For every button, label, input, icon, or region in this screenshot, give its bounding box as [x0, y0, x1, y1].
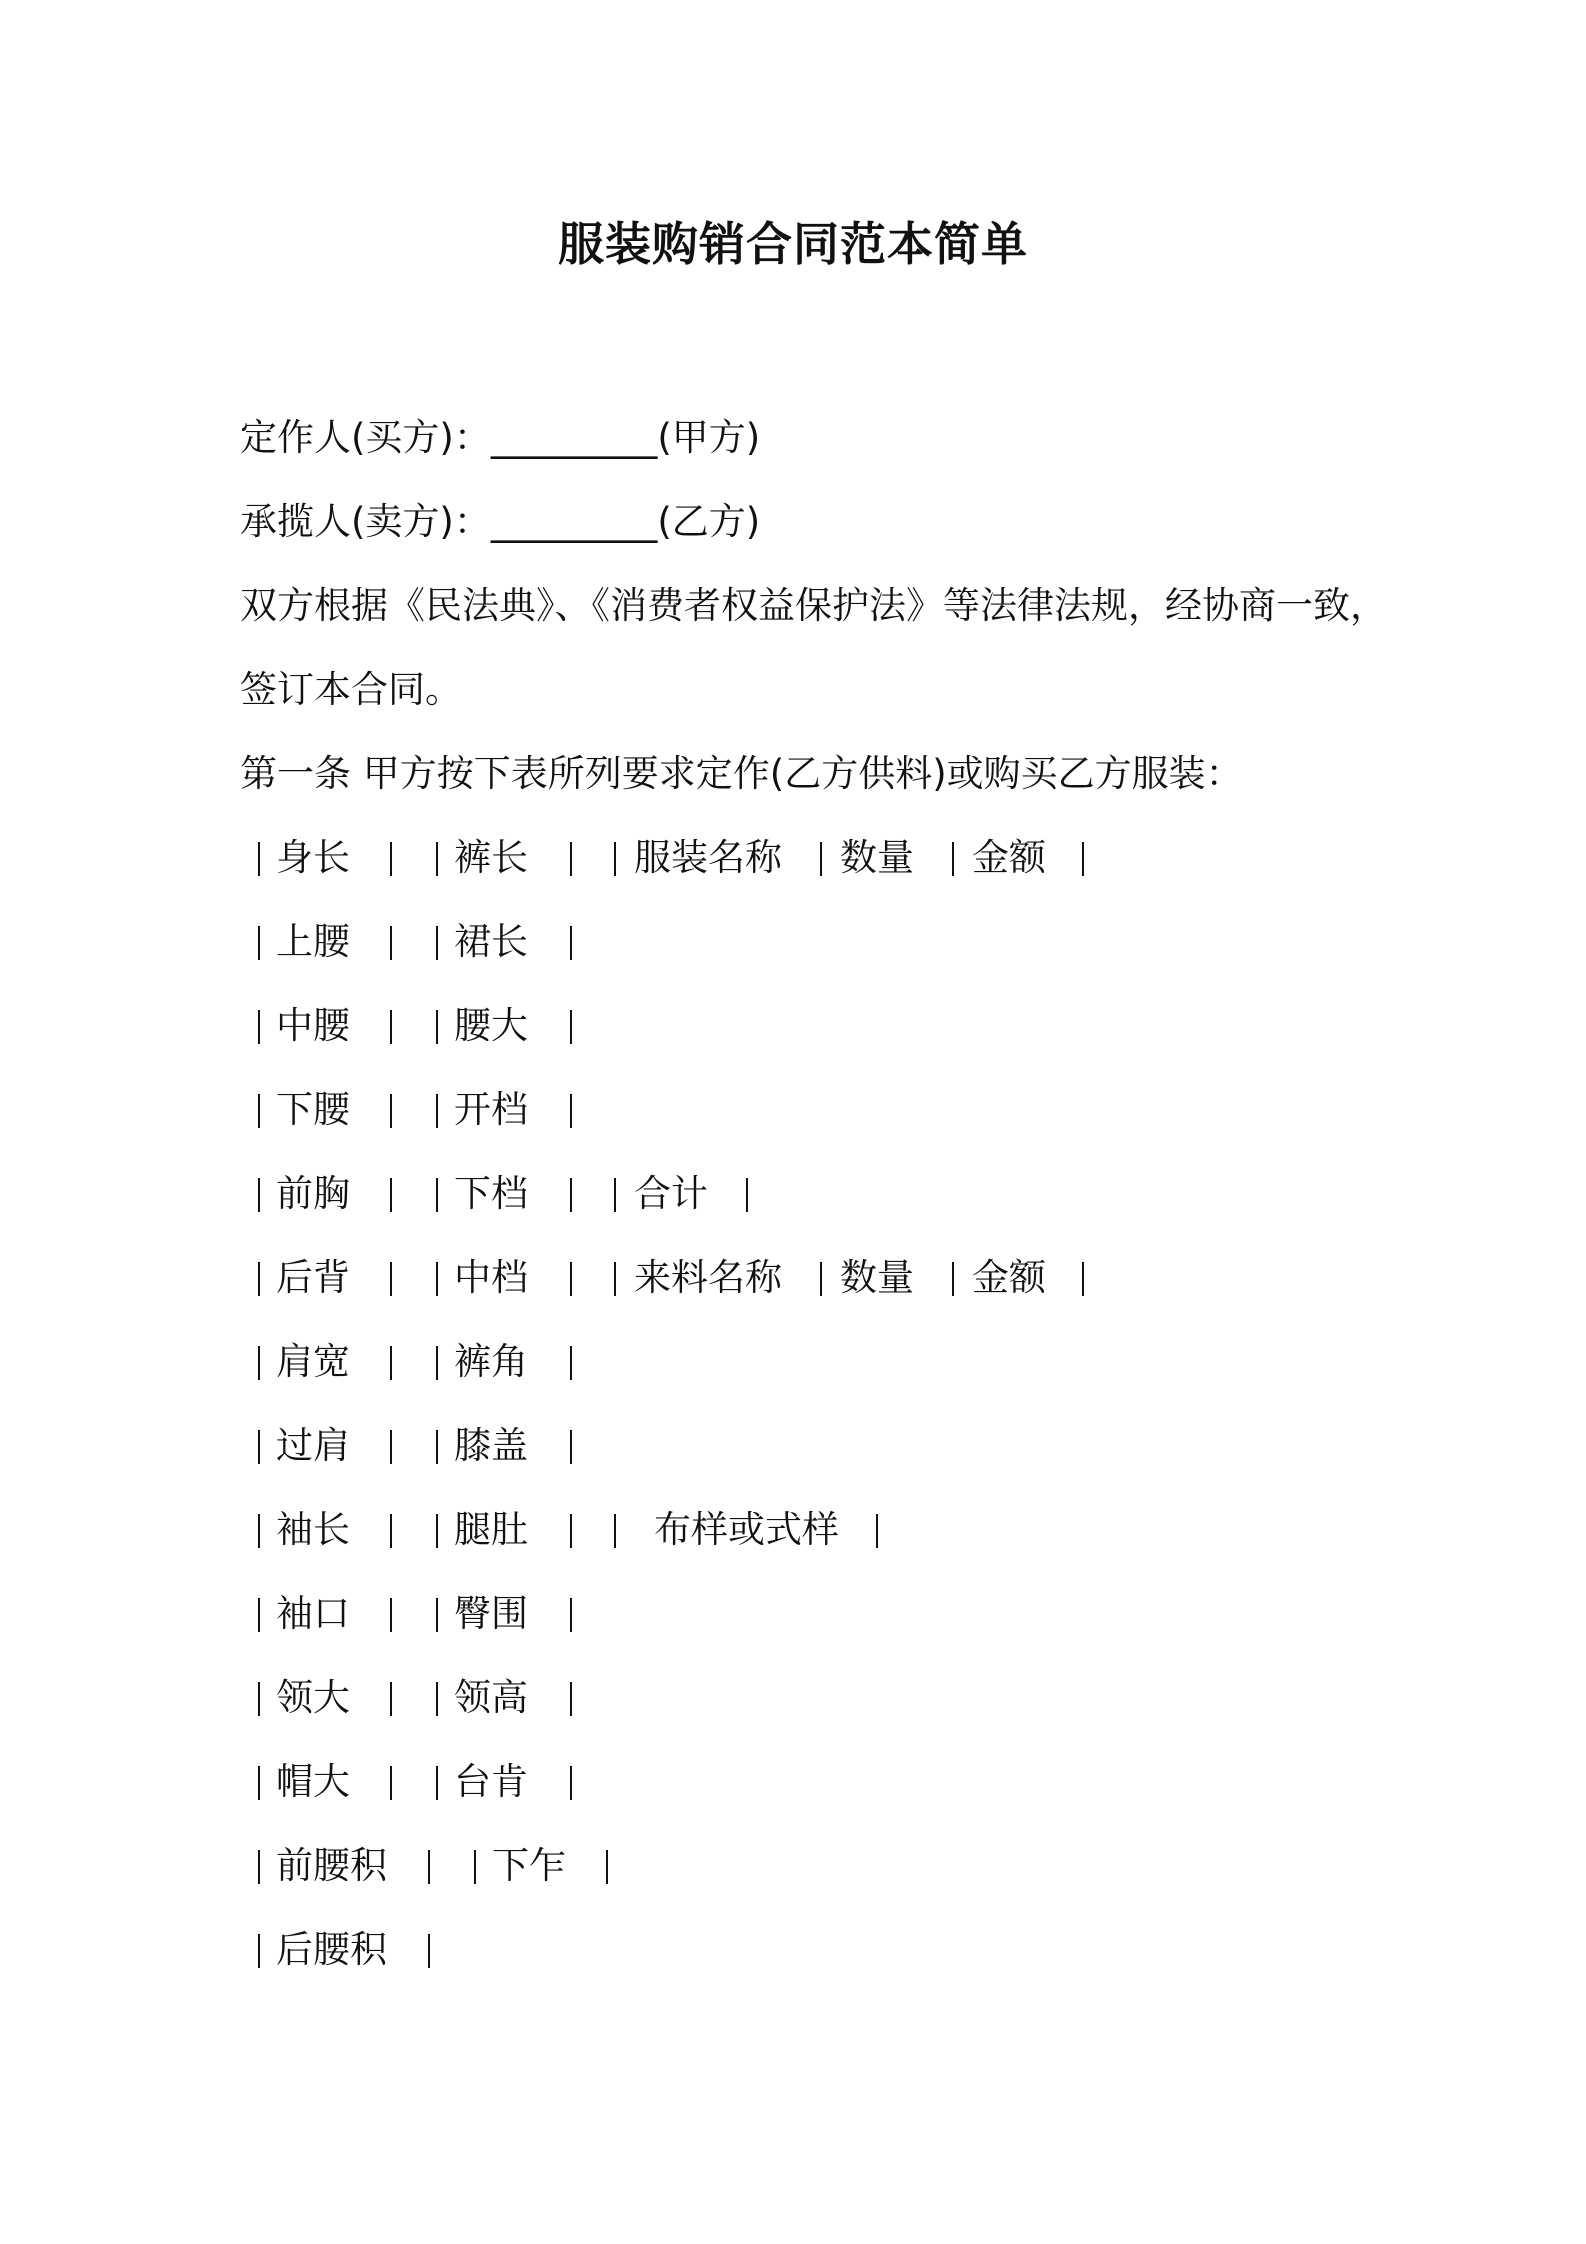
table-divider	[570, 1010, 572, 1044]
table-divider	[258, 1010, 260, 1044]
table-row	[240, 916, 1440, 968]
table-divider	[258, 1598, 260, 1632]
table-divider	[258, 1514, 260, 1548]
table-cell: 下乍	[492, 1844, 566, 1887]
table-divider	[570, 926, 572, 960]
table-divider	[258, 1094, 260, 1128]
table-divider	[1082, 842, 1084, 876]
table-cell: 腿肚	[454, 1508, 528, 1551]
table-cell: 臀围	[454, 1592, 528, 1635]
table-divider	[570, 1430, 572, 1464]
table-cell: 过肩	[276, 1424, 350, 1467]
table-divider	[258, 1766, 260, 1800]
table-cell: 下档	[454, 1172, 528, 1215]
table-divider	[390, 1094, 392, 1128]
table-cell: 中腰	[276, 1004, 350, 1047]
table-cell: 膝盖	[454, 1424, 528, 1467]
table-divider	[390, 1598, 392, 1632]
table-divider	[390, 1262, 392, 1296]
table-cell: 布样或式样	[654, 1508, 839, 1551]
table-divider	[436, 1178, 438, 1212]
table-divider	[436, 1682, 438, 1716]
table-divider	[390, 926, 392, 960]
table-divider	[614, 1178, 616, 1212]
table-row	[240, 1252, 1440, 1304]
table-divider	[436, 1010, 438, 1044]
table-divider	[614, 1514, 616, 1548]
table-divider	[952, 842, 954, 876]
table-cell: 金额	[972, 1256, 1046, 1299]
table-divider	[436, 1262, 438, 1296]
table-divider	[436, 1094, 438, 1128]
table-divider	[390, 842, 392, 876]
table-cell: 帽大	[276, 1760, 350, 1803]
table-divider	[390, 1178, 392, 1212]
table-divider	[570, 1766, 572, 1800]
table-cell: 下腰	[276, 1088, 350, 1131]
table-cell: 身长	[276, 836, 350, 879]
table-divider	[570, 842, 572, 876]
table-divider	[390, 1766, 392, 1800]
table-divider	[746, 1178, 748, 1212]
table-divider	[876, 1514, 878, 1548]
table-row	[240, 1084, 1440, 1136]
table-divider	[258, 1682, 260, 1716]
table-cell: 台肯	[454, 1760, 528, 1803]
table-cell: 上腰	[276, 920, 350, 963]
table-cell: 后背	[276, 1256, 350, 1299]
table-divider	[436, 1430, 438, 1464]
table-row	[240, 1504, 1440, 1556]
buyer-line: 定作人(买方)：_________(甲方)	[240, 416, 761, 459]
table-cell: 服装名称	[634, 836, 782, 879]
table-cell: 数量	[840, 1256, 914, 1299]
table-divider	[614, 842, 616, 876]
table-divider	[952, 1262, 954, 1296]
table-divider	[258, 842, 260, 876]
table-divider	[390, 1430, 392, 1464]
table-divider	[436, 842, 438, 876]
table-row	[240, 1000, 1440, 1052]
table-row	[240, 1924, 1440, 1976]
table-cell: 合计	[634, 1172, 708, 1215]
table-divider	[436, 1346, 438, 1380]
table-divider	[390, 1346, 392, 1380]
table-row	[240, 1168, 1440, 1220]
table-cell: 前腰积	[276, 1844, 387, 1887]
table-row	[240, 1756, 1440, 1808]
table-cell: 袖口	[276, 1592, 350, 1635]
seller-line: 承揽人(卖方)：_________(乙方)	[240, 500, 761, 543]
table-cell: 袖长	[276, 1508, 350, 1551]
table-divider	[390, 1682, 392, 1716]
table-divider	[258, 1262, 260, 1296]
table-cell: 领高	[454, 1676, 528, 1719]
table-divider	[390, 1010, 392, 1044]
table-divider	[820, 842, 822, 876]
table-divider	[258, 1850, 260, 1884]
table-divider	[570, 1262, 572, 1296]
table-divider	[258, 926, 260, 960]
table-row	[240, 1840, 1440, 1892]
table-cell: 前胸	[276, 1172, 350, 1215]
table-cell: 裤长	[454, 836, 528, 879]
table-divider	[570, 1514, 572, 1548]
table-divider	[606, 1850, 608, 1884]
table-row	[240, 1336, 1440, 1388]
table-cell: 来料名称	[634, 1256, 782, 1299]
table-row	[240, 832, 1440, 884]
table-cell: 肩宽	[276, 1340, 350, 1383]
table-divider	[474, 1850, 476, 1884]
table-cell: 腰大	[454, 1004, 528, 1047]
table-divider	[258, 1178, 260, 1212]
table-row	[240, 1588, 1440, 1640]
table-cell: 裤角	[454, 1340, 528, 1383]
table-cell: 开档	[454, 1088, 528, 1131]
document-title: 服装购销合同范本简单	[558, 217, 1028, 271]
table-divider	[436, 926, 438, 960]
table-divider	[436, 1598, 438, 1632]
table-divider	[570, 1346, 572, 1380]
table-divider	[436, 1766, 438, 1800]
table-divider	[570, 1094, 572, 1128]
table-divider	[570, 1178, 572, 1212]
table-divider	[428, 1934, 430, 1968]
table-divider	[258, 1430, 260, 1464]
table-cell: 中档	[454, 1256, 528, 1299]
table-divider	[570, 1682, 572, 1716]
table-divider	[428, 1850, 430, 1884]
table-divider	[390, 1514, 392, 1548]
table-row	[240, 1420, 1440, 1472]
article-1: 第一条 甲方按下表所列要求定作(乙方供料)或购买乙方服装：	[240, 752, 1243, 795]
table-cell: 后腰积	[276, 1928, 387, 1971]
table-divider	[258, 1346, 260, 1380]
table-divider	[614, 1262, 616, 1296]
table-cell: 数量	[840, 836, 914, 879]
table-row	[240, 1672, 1440, 1724]
table-divider	[258, 1934, 260, 1968]
table-divider	[1082, 1262, 1084, 1296]
table-cell: 金额	[972, 836, 1046, 879]
table-cell: 裙长	[454, 920, 528, 963]
table-divider	[436, 1514, 438, 1548]
table-cell: 领大	[276, 1676, 350, 1719]
table-divider	[570, 1598, 572, 1632]
table-divider	[820, 1262, 822, 1296]
intro-line-2: 签订本合同。	[240, 668, 462, 711]
intro-line-1: 双方根据《民法典》、《消费者权益保护法》等法律法规，经协商一致，	[240, 584, 1387, 627]
